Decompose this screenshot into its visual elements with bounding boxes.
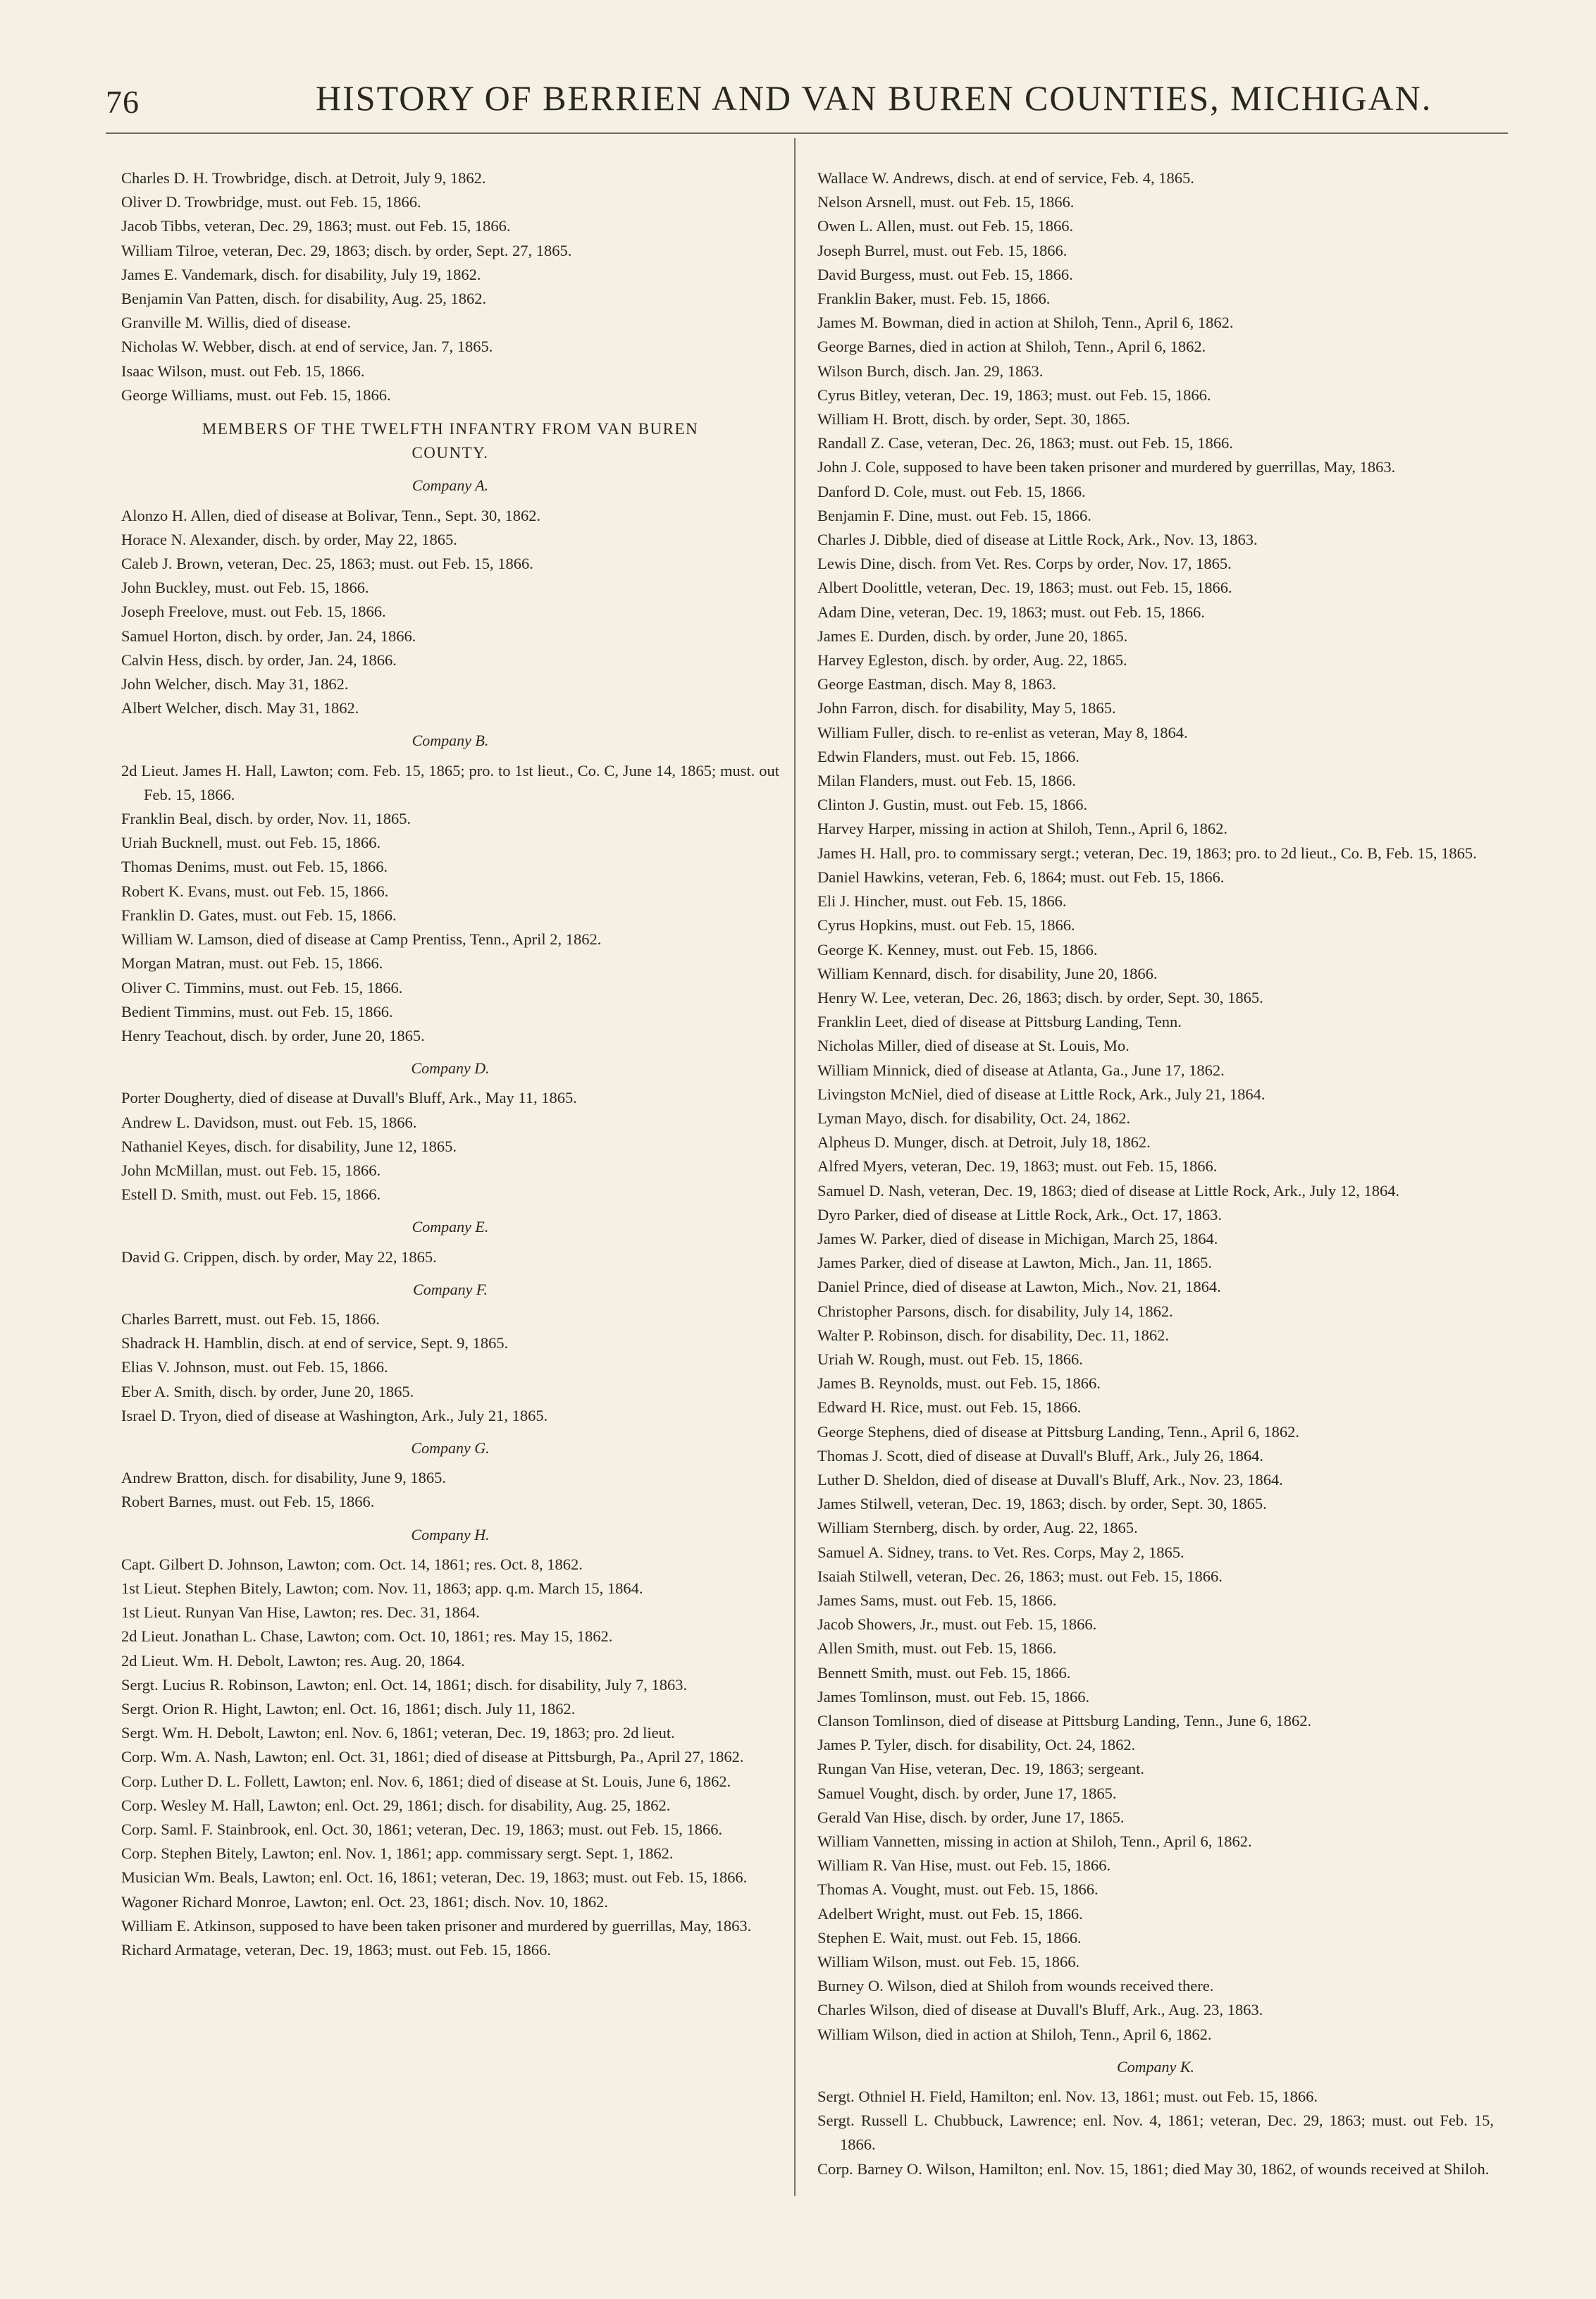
roster-entry: Robert Barnes, must. out Feb. 15, 1866. <box>121 1493 375 1511</box>
roster-entry: Corp. Barney O. Wilson, Hamilton; enl. Nov. 15, 1861; died May 30, 1862, of wounds received at Shiloh. <box>817 2159 1490 2178</box>
roster-entry: Christopher Parsons, disch. for disability, July 14, 1862. <box>817 1302 1173 1320</box>
company-heading: Company A. <box>412 476 489 495</box>
company-section <box>121 1278 779 1428</box>
roster-entry: William Fuller, disch. to re-enlist as veteran, May 8, 1864. <box>817 723 1188 741</box>
roster-entry: Lewis Dine, disch. from Vet. Res. Corps by order, Nov. 17, 1865. <box>817 555 1232 573</box>
roster-entry: Clinton J. Gustin, must. out Feb. 15, 1866. <box>817 796 1088 814</box>
roster-entry: William Kennard, disch. for disability, June 20, 1866. <box>817 964 1158 982</box>
company-heading: Company K. <box>1117 2057 1194 2076</box>
roster-entry: Andrew L. Davidson, must. out Feb. 15, 1866. <box>121 1113 417 1131</box>
roster-entry: John Welcher, disch. May 31, 1862. <box>121 675 349 694</box>
right-column <box>817 166 1494 2181</box>
roster-entry: Bedient Timmins, must. out Feb. 15, 1866. <box>121 1002 393 1021</box>
company-heading: Company H. <box>411 1525 490 1543</box>
roster-entry: Porter Dougherty, died of disease at Duvall's Bluff, Ark., May 11, 1865. <box>121 1089 577 1107</box>
roster-entry: William W. Lamson, died of disease at Camp Prentiss, Tenn., April 2, 1862. <box>121 930 602 949</box>
roster-entry: Sergt. Wm. H. Debolt, Lawton; enl. Nov. 6, 1861; veteran, Dec. 19, 1863; pro. 2d lieut. <box>121 1724 675 1742</box>
roster-entry: Bennett Smith, must. out Feb. 15, 1866. <box>817 1663 1071 1682</box>
roster-entry: William Minnick, died of disease at Atlanta, Ga., June 17, 1862. <box>817 1061 1225 1079</box>
roster-entry: Franklin Baker, must. Feb. 15, 1866. <box>817 290 1051 308</box>
roster-entry: Horace N. Alexander, disch. by order, May 22, 1865. <box>121 530 457 548</box>
roster-entry: Franklin Beal, disch. by order, Nov. 11, 1865. <box>121 810 412 828</box>
roster-entry: 1st Lieut. Stephen Bitely, Lawton; com. Nov. 11, 1863; app. q.m. March 15, 1864. <box>121 1579 643 1597</box>
roster-entry: Elias V. Johnson, must. out Feb. 15, 1866. <box>121 1358 388 1376</box>
roster-entry: Calvin Hess, disch. by order, Jan. 24, 1866. <box>121 651 397 669</box>
roster-entry: Samuel Horton, disch. by order, Jan. 24, 1866. <box>121 627 416 645</box>
roster-entry: Sergt. Orion R. Hight, Lawton; enl. Oct. 16, 1861; disch. July 11, 1862. <box>121 1699 576 1718</box>
roster-entry: Morgan Matran, must. out Feb. 15, 1866. <box>121 954 383 973</box>
roster-entry: Alfred Myers, veteran, Dec. 19, 1863; must. out Feb. 15, 1866. <box>817 1157 1218 1176</box>
header-rule <box>106 132 1508 134</box>
roster-entry: Jacob Showers, Jr., must. out Feb. 15, 1866. <box>817 1615 1097 1634</box>
roster-entry: Thomas A. Vought, must. out Feb. 15, 1866. <box>817 1880 1099 1899</box>
roster-entry: Uriah W. Rough, must. out Feb. 15, 1866. <box>817 1350 1083 1368</box>
roster-entry: Thomas J. Scott, died of disease at Duvall's Bluff, Ark., July 26, 1864. <box>817 1446 1263 1465</box>
roster-entry: Henry Teachout, disch. by order, June 20, 1865. <box>121 1026 425 1044</box>
roster-entry: Corp. Stephen Bitely, Lawton; enl. Nov. 1, 1861; app. commissary sergt. Sept. 1, 1862. <box>121 1844 674 1863</box>
roster-entry: Samuel Vought, disch. by order, June 17, 1865. <box>817 1784 1117 1802</box>
roster-entry: Nicholas Miller, died of disease at St. Louis, Mo. <box>817 1037 1130 1055</box>
roster-entry: Granville M. Willis, died of disease. <box>121 314 352 332</box>
roster-entry: Gerald Van Hise, disch. by order, June 17, 1865. <box>817 1808 1125 1826</box>
roster-entry: Nathaniel Keyes, disch. for disability, June 12, 1865. <box>121 1137 457 1155</box>
roster-entry: Sergt. Russell L. Chubbuck, Lawrence; enl. Nov. 4, 1861; veteran, Dec. 29, 1863; must. out Feb. 15, 1866. <box>817 2112 1494 2154</box>
roster-entry: Henry W. Lee, veteran, Dec. 26, 1863; disch. by order, Sept. 30, 1865. <box>817 988 1263 1006</box>
roster-entry: James H. Hall, pro. to commissary sergt.; veteran, Dec. 19, 1863; pro. to 2d lieut., Co. B, Feb. 15, 1865. <box>817 844 1477 862</box>
roster-entry: Harvey Harper, missing in action at Shiloh, Tenn., April 6, 1862. <box>817 820 1228 838</box>
roster-entry: Sergt. Othniel H. Field, Hamilton; enl. Nov. 13, 1861; must. out Feb. 15, 1866. <box>817 2088 1318 2106</box>
roster-entry: James M. Bowman, died in action at Shiloh, Tenn., April 6, 1862. <box>817 314 1234 332</box>
roster-entry: Harvey Egleston, disch. by order, Aug. 22, 1865. <box>817 651 1127 670</box>
roster-entry: 2d Lieut. Jonathan L. Chase, Lawton; com. Oct. 10, 1861; res. May 15, 1862. <box>121 1627 613 1646</box>
roster-entry: Thomas Denims, must. out Feb. 15, 1866. <box>121 858 388 876</box>
roster-entry: Charles D. H. Trowbridge, disch. at Detroit, July 9, 1862. <box>121 169 486 187</box>
company-section <box>121 474 779 720</box>
roster-entry: William R. Van Hise, must. out Feb. 15, 1866. <box>817 1856 1111 1875</box>
roster-entry: Corp. Wesley M. Hall, Lawton; enl. Oct. 29, 1861; disch. for disability, Aug. 25, 1862. <box>121 1796 671 1814</box>
roster-entry: Owen L. Allen, must. out Feb. 15, 1866. <box>817 217 1074 235</box>
roster-entry: Danford D. Cole, must. out Feb. 15, 1866. <box>817 482 1086 500</box>
roster-entry: Samuel A. Sidney, trans. to Vet. Res. Corps, May 2, 1865. <box>817 1543 1184 1561</box>
intro-entries <box>121 166 779 407</box>
roster-entry: Nicholas W. Webber, disch. at end of service, Jan. 7, 1865. <box>121 338 493 356</box>
roster-entry: Shadrack H. Hamblin, disch. at end of service, Sept. 9, 1865. <box>121 1334 509 1352</box>
roster-entry: Cyrus Hopkins, must. out Feb. 15, 1866. <box>817 916 1075 935</box>
company-heading: Company D. <box>411 1059 490 1078</box>
roster-entry: Sergt. Lucius R. Robinson, Lawton; enl. Oct. 14, 1861; disch. for disability, July 7, 1863. <box>121 1675 688 1694</box>
roster-entry: Albert Doolittle, veteran, Dec. 19, 1863; must. out Feb. 15, 1866. <box>817 579 1232 597</box>
roster-entry: Oliver D. Trowbridge, must. out Feb. 15, 1866. <box>121 193 421 211</box>
roster-entry: James Stilwell, veteran, Dec. 19, 1863; disch. by order, Sept. 30, 1865. <box>817 1495 1267 1513</box>
roster-entry: John J. Cole, supposed to have been taken prisoner and murdered by guerrillas, May, 1863. <box>817 458 1396 476</box>
left-column <box>121 166 779 1962</box>
roster-entry: Charles Wilson, died of disease at Duvall's Bluff, Ark., Aug. 23, 1863. <box>817 2001 1263 2019</box>
roster-entry: Clanson Tomlinson, died of disease at Pittsburg Landing, Tenn., June 6, 1862. <box>817 1712 1312 1730</box>
roster-entry: Luther D. Sheldon, died of disease at Duvall's Bluff, Ark., Nov. 23, 1864. <box>817 1470 1283 1489</box>
company-heading: Company F. <box>413 1280 488 1298</box>
roster-entry: David G. Crippen, disch. by order, May 22, 1865. <box>121 1247 437 1266</box>
section-heading-line-1: MEMBERS OF THE TWELFTH INFANTRY FROM VAN BUREN <box>202 420 699 438</box>
roster-entry: Edwin Flanders, must. out Feb. 15, 1866. <box>817 747 1080 765</box>
roster-entry: William Wilson, must. out Feb. 15, 1866. <box>817 1953 1080 1971</box>
roster-entry: Wagoner Richard Monroe, Lawton; enl. Oct. 23, 1861; disch. Nov. 10, 1862. <box>121 1892 608 1911</box>
roster-entry: Uriah Bucknell, must. out Feb. 15, 1866. <box>121 834 381 852</box>
roster-entry: Daniel Prince, died of disease at Lawton, Mich., Nov. 21, 1864. <box>817 1278 1221 1296</box>
roster-entry: John McMillan, must. out Feb. 15, 1866. <box>121 1161 381 1179</box>
roster-entry: David Burgess, must. out Feb. 15, 1866. <box>817 265 1073 283</box>
company-heading: Company E. <box>412 1218 489 1236</box>
roster-entry: Rungan Van Hise, veteran, Dec. 19, 1863; sergeant. <box>817 1760 1145 1778</box>
roster-entry: George Williams, must. out Feb. 15, 1866. <box>121 386 391 404</box>
roster-entry: Corp. Luther D. L. Follett, Lawton; enl. Nov. 6, 1861; died of disease at St. Louis, June 6, 1862. <box>121 1772 731 1790</box>
roster-entry: Musician Wm. Beals, Lawton; enl. Oct. 16, 1861; veteran, Dec. 19, 1863; must. out Feb. 15, 1866. <box>121 1868 748 1887</box>
roster-entry: Stephen E. Wait, must. out Feb. 15, 1866. <box>817 1928 1082 1947</box>
roster-entry: George Stephens, died of disease at Pittsburg Landing, Tenn., April 6, 1862. <box>817 1422 1299 1441</box>
section-heading-line-2: COUNTY. <box>412 444 489 462</box>
roster-entry: Isaiah Stilwell, veteran, Dec. 26, 1863; must. out Feb. 15, 1866. <box>817 1567 1223 1585</box>
roster-entry: Milan Flanders, must. out Feb. 15, 1866. <box>817 772 1076 790</box>
company-k-entries <box>817 2085 1494 2181</box>
roster-entry: Capt. Gilbert D. Johnson, Lawton; com. Oct. 14, 1861; res. Oct. 8, 1862. <box>121 1555 583 1573</box>
roster-entry: James E. Durden, disch. by order, June 20, 1865. <box>817 627 1128 645</box>
roster-entry: William H. Brott, disch. by order, Sept. 30, 1865. <box>817 410 1130 429</box>
roster-entry: Benjamin F. Dine, must. out Feb. 15, 1866. <box>817 506 1091 524</box>
section-heading <box>121 417 779 465</box>
roster-entry: Joseph Burrel, must. out Feb. 15, 1866. <box>817 241 1068 259</box>
roster-entry: John Farron, disch. for disability, May 5, 1865. <box>817 699 1116 717</box>
company-heading: Company B. <box>412 732 489 750</box>
roster-entry: James Parker, died of disease at Lawton, Mich., Jan. 11, 1865. <box>817 1254 1213 1272</box>
roster-entry: 2d Lieut. Wm. H. Debolt, Lawton; res. Aug. 20, 1864. <box>121 1651 465 1670</box>
roster-entry: Allen Smith, must. out Feb. 15, 1866. <box>817 1639 1057 1658</box>
roster-entry: Edward H. Rice, must. out Feb. 15, 1866. <box>817 1398 1082 1417</box>
roster-entry: John Buckley, must. out Feb. 15, 1866. <box>121 579 369 597</box>
roster-entry: Charles J. Dibble, died of disease at Little Rock, Ark., Nov. 13, 1863. <box>817 531 1258 549</box>
roster-entry: Randall Z. Case, veteran, Dec. 26, 1863; must. out Feb. 15, 1866. <box>817 434 1233 452</box>
roster-entry: Franklin D. Gates, must. out Feb. 15, 1866. <box>121 906 397 924</box>
roster-entry: Alonzo H. Allen, died of disease at Bolivar, Tenn., Sept. 30, 1862. <box>121 506 541 524</box>
roster-entry: Alpheus D. Munger, disch. at Detroit, July 18, 1862. <box>817 1133 1151 1152</box>
roster-entry: Daniel Hawkins, veteran, Feb. 6, 1864; must. out Feb. 15, 1866. <box>817 868 1225 886</box>
roster-entry: Corp. Saml. F. Stainbrook, enl. Oct. 30, 1861; veteran, Dec. 19, 1863; must. out Feb. 15, 1866. <box>121 1820 723 1838</box>
roster-entry: Richard Armatage, veteran, Dec. 19, 1863; must. out Feb. 15, 1866. <box>121 1941 551 1959</box>
roster-entry: Caleb J. Brown, veteran, Dec. 25, 1863; must. out Feb. 15, 1866. <box>121 555 533 573</box>
roster-entry: Estell D. Smith, must. out Feb. 15, 1866. <box>121 1185 381 1204</box>
roster-entry: George Eastman, disch. May 8, 1863. <box>817 675 1056 694</box>
roster-entry: William Tilroe, veteran, Dec. 29, 1863; disch. by order, Sept. 27, 1865. <box>121 241 572 259</box>
roster-entry: Lyman Mayo, disch. for disability, Oct. 24, 1862. <box>817 1109 1131 1127</box>
roster-entry: Dyro Parker, died of disease at Little Rock, Ark., Oct. 17, 1863. <box>817 1205 1222 1224</box>
running-title: HISTORY OF BERRIEN AND VAN BUREN COUNTIES, MICHIGAN. <box>316 78 1433 118</box>
company-section <box>121 1523 779 1963</box>
company-section <box>121 1436 779 1515</box>
page-number: 76 <box>106 84 140 120</box>
roster-entry: Israel D. Tryon, died of disease at Washington, Ark., July 21, 1865. <box>121 1406 548 1424</box>
roster-entry: 2d Lieut. James H. Hall, Lawton; com. Feb. 15, 1865; pro. to 1st lieut., Co. C, June 14, 1865; must. out Feb. 15, 1866. <box>121 761 779 803</box>
roster-entry: James B. Reynolds, must. out Feb. 15, 1866. <box>817 1374 1101 1393</box>
roster-entry: Charles Barrett, must. out Feb. 15, 1866. <box>121 1309 380 1328</box>
roster-entry: James P. Tyler, disch. for disability, Oct. 24, 1862. <box>817 1736 1136 1754</box>
roster-entry: 1st Lieut. Runyan Van Hise, Lawton; res. Dec. 31, 1864. <box>121 1603 480 1622</box>
roster-entry: Jacob Tibbs, veteran, Dec. 29, 1863; must. out Feb. 15, 1866. <box>121 217 511 235</box>
roster-entry: Eber A. Smith, disch. by order, June 20, 1865. <box>121 1382 414 1400</box>
roster-entry: Andrew Bratton, disch. for disability, June 9, 1865. <box>121 1469 446 1487</box>
roster-entry: Wilson Burch, disch. Jan. 29, 1863. <box>817 362 1044 380</box>
roster-entry: William Wilson, died in action at Shiloh, Tenn., April 6, 1862. <box>817 2025 1212 2043</box>
company-sections <box>121 474 779 1962</box>
roster-entry: Isaac Wilson, must. out Feb. 15, 1866. <box>121 362 365 380</box>
roster-entry: Eli J. Hincher, must. out Feb. 15, 1866. <box>817 892 1067 911</box>
column-divider <box>794 138 796 2196</box>
roster-entry: Robert K. Evans, must. out Feb. 15, 1866. <box>121 882 389 900</box>
roster-entry: William Sternberg, disch. by order, Aug. 22, 1865. <box>817 1519 1138 1537</box>
roster-entry: Cyrus Bitley, veteran, Dec. 19, 1863; must. out Feb. 15, 1866. <box>817 386 1211 404</box>
roster-entry: Joseph Freelove, must. out Feb. 15, 1866. <box>121 603 386 621</box>
company-section <box>121 729 779 1048</box>
roster-entry: Wallace W. Andrews, disch. at end of service, Feb. 4, 1865. <box>817 169 1194 187</box>
right-entries <box>817 166 1494 2047</box>
company-section <box>121 1056 779 1207</box>
company-section <box>121 1215 779 1269</box>
roster-entry: James W. Parker, died of disease in Michigan, March 25, 1864. <box>817 1229 1218 1247</box>
company-heading: Company G. <box>411 1438 490 1457</box>
roster-entry: Franklin Leet, died of disease at Pittsburg Landing, Tenn. <box>817 1013 1182 1031</box>
roster-entry: Burney O. Wilson, died at Shiloh from wounds received there. <box>817 1977 1214 1995</box>
roster-entry: George K. Kenney, must. out Feb. 15, 1866. <box>817 940 1098 959</box>
roster-entry: James Tomlinson, must. out Feb. 15, 1866. <box>817 1687 1090 1706</box>
roster-entry: Nelson Arsnell, must. out Feb. 15, 1866. <box>817 193 1075 211</box>
roster-entry: Walter P. Robinson, disch. for disability, Dec. 11, 1862. <box>817 1326 1169 1344</box>
roster-entry: Adam Dine, veteran, Dec. 19, 1863; must. out Feb. 15, 1866. <box>817 603 1205 621</box>
roster-entry: Livingston McNiel, died of disease at Little Rock, Ark., July 21, 1864. <box>817 1085 1266 1103</box>
roster-entry: Albert Welcher, disch. May 31, 1862. <box>121 699 359 717</box>
roster-entry: James E. Vandemark, disch. for disability, July 19, 1862. <box>121 265 481 283</box>
roster-entry: Corp. Wm. A. Nash, Lawton; enl. Oct. 31, 1861; died of disease at Pittsburgh, Pa., April 27, 1862. <box>121 1748 744 1766</box>
roster-entry: Benjamin Van Patten, disch. for disability, Aug. 25, 1862. <box>121 290 487 308</box>
roster-entry: George Barnes, died in action at Shiloh, Tenn., April 6, 1862. <box>817 338 1206 356</box>
roster-entry: Oliver C. Timmins, must. out Feb. 15, 1866. <box>121 978 403 997</box>
roster-entry: William Vannetten, missing in action at Shiloh, Tenn., April 6, 1862. <box>817 1832 1252 1851</box>
roster-entry: William E. Atkinson, supposed to have been taken prisoner and murdered by guerrillas, May, 1863. <box>121 1916 752 1935</box>
roster-entry: Samuel D. Nash, veteran, Dec. 19, 1863; died of disease at Little Rock, Ark., July 12, 1864. <box>817 1181 1400 1200</box>
roster-entry: James Sams, must. out Feb. 15, 1866. <box>817 1591 1057 1609</box>
roster-entry: Adelbert Wright, must. out Feb. 15, 1866. <box>817 1904 1083 1923</box>
